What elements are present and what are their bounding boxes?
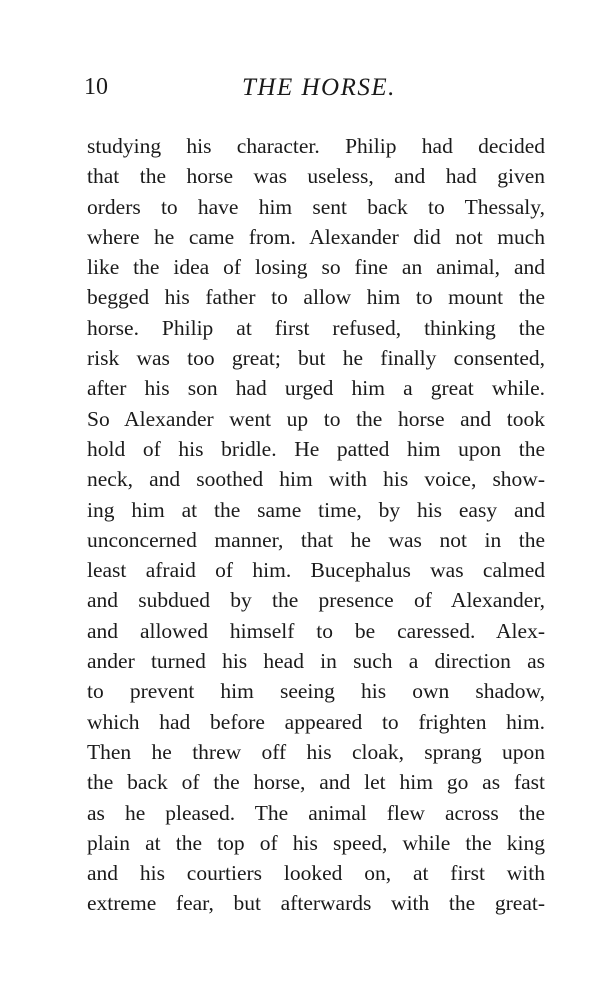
text-line: ander turned his head in such a direction as <box>87 649 545 674</box>
text-line: orders to have him sent back to Thessaly, <box>87 194 545 219</box>
text-line: which had before appeared to frighten him. <box>87 709 545 734</box>
text-line: and allowed himself to be caressed. Alex- <box>87 618 545 643</box>
text-line: extreme fear, but afterwards with the great- <box>87 891 545 916</box>
running-head: THE HORSE. <box>242 74 396 101</box>
text-line: hold of his bridle. He patted him upon the <box>87 436 545 461</box>
page-number: 10 <box>84 74 108 100</box>
text-line: as he pleased. The animal flew across the <box>87 800 545 825</box>
text-line: where he came from. Alexander did not much <box>87 224 545 249</box>
text-line: unconcerned manner, that he was not in the <box>87 527 545 552</box>
text-line: that the horse was useless, and had given <box>87 164 545 189</box>
text-line: least afraid of him. Bucephalus was calmed <box>87 558 545 583</box>
text-line: plain at the top of his speed, while the king <box>87 830 545 855</box>
text-line: Then he threw off his cloak, sprang upon <box>87 739 545 764</box>
text-line: like the idea of losing so fine an animal, and <box>87 255 545 280</box>
text-line: studying his character. Philip had decided <box>87 134 545 158</box>
body-text <box>87 131 545 919</box>
text-line: ing him at the same time, by his easy and <box>87 497 545 522</box>
text-line: after his son had urged him a great while. <box>87 376 545 401</box>
text-line: and his courtiers looked on, at first with <box>87 861 545 886</box>
page-header <box>84 74 544 114</box>
text-line: the back of the horse, and let him go as fast <box>87 770 545 795</box>
text-line: neck, and soothed him with his voice, show- <box>87 467 545 492</box>
text-line: horse. Philip at first refused, thinking the <box>87 315 545 340</box>
text-line: risk was too great; but he finally consented, <box>87 346 545 371</box>
text-line: begged his father to allow him to mount the <box>87 285 545 310</box>
text-line: So Alexander went up to the horse and took <box>87 406 545 431</box>
text-line: to prevent him seeing his own shadow, <box>87 679 545 704</box>
text-line: and subdued by the presence of Alexander, <box>87 588 545 613</box>
